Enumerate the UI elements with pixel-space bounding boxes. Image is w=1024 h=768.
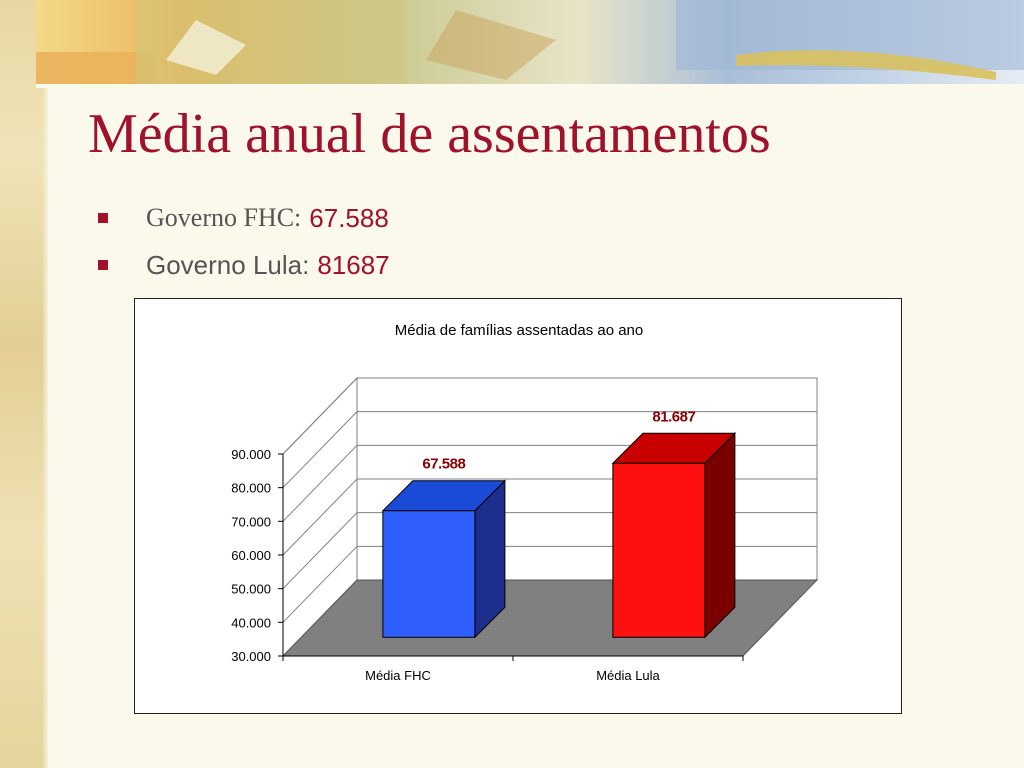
- y-tick-label: 30.000: [231, 649, 271, 664]
- left-texture-strip: [0, 0, 48, 768]
- y-tick-label: 50.000: [231, 581, 271, 597]
- bullet-square-icon: [98, 260, 108, 270]
- chart-floor: [283, 580, 817, 656]
- bullet-square-icon: [98, 213, 108, 223]
- bar-data-label: 81.687: [652, 408, 696, 426]
- slide-title: Média anual de assentamentos: [88, 103, 771, 165]
- chart-frame: [134, 298, 902, 714]
- y-tick-label: 70.000: [231, 514, 271, 530]
- y-tick-label: 80.000: [231, 480, 271, 496]
- bar-chart: [135, 299, 903, 715]
- y-tick-label: 60.000: [231, 548, 271, 563]
- bar-media-fhc: [383, 481, 505, 638]
- bullet-governo-fhc: [98, 200, 389, 236]
- x-tick-label: Média Lula: [596, 668, 660, 683]
- bar-side: [705, 433, 735, 637]
- bar-data-label: 67.588: [422, 455, 466, 473]
- chart-title: Média de famílias assentadas ao ano: [394, 322, 644, 339]
- bullet-label: Governo Lula:: [146, 249, 310, 280]
- bullet-value: 81687: [317, 249, 390, 280]
- bar-media-lula: [613, 433, 735, 637]
- bullet-governo-lula: [98, 247, 390, 283]
- bar-front: [613, 463, 705, 637]
- y-tick-label: 40.000: [231, 615, 271, 631]
- x-tick-label: Média FHC: [365, 668, 431, 683]
- bullet-value: 67.588: [309, 202, 389, 233]
- y-tick-label: 90.000: [231, 447, 271, 462]
- bullet-label: Governo FHC:: [146, 203, 302, 232]
- top-decorative-banner: [36, 0, 1024, 88]
- bar-front: [383, 511, 475, 638]
